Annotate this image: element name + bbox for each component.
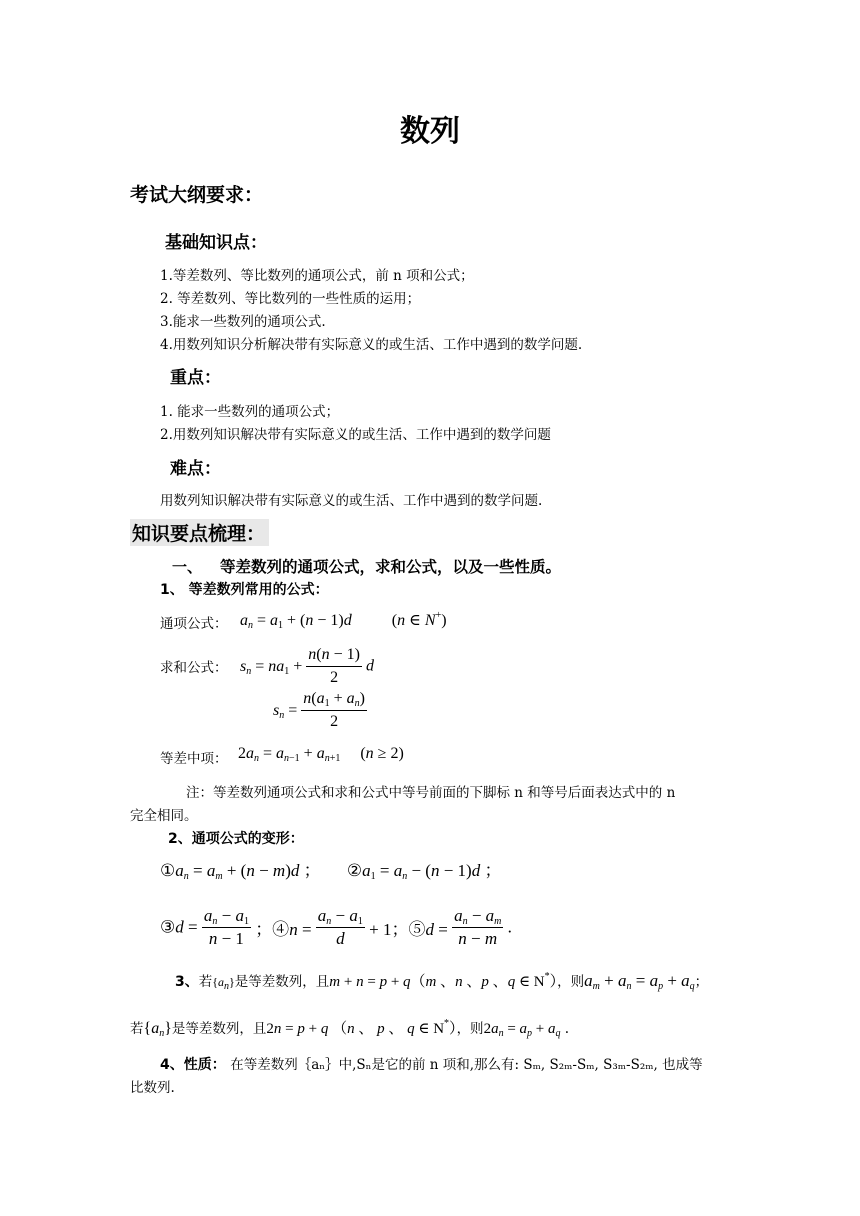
general-formula-label: 通项公式： xyxy=(160,616,228,632)
sum-formula-2: $s_n$ = $\frac{n(a_1 + a_n)}{2}$ xyxy=(273,690,365,730)
key-points-heading: 重点： xyxy=(170,368,221,388)
sum-formula-label: 求和公式： xyxy=(160,660,228,676)
basics-heading: 基础知识点： xyxy=(165,233,267,253)
sub4-text-1: 在等差数列｛aₙ｝中,Sₙ是它的前 n 项和,那么有: Sₘ, S₂ₘ-Sₘ, S₃ₘ-S₂ₘ, 也成等 xyxy=(230,1057,703,1073)
note-line-1: 注：等差数列通项公式和求和公式中等号前面的下脚标 n 和等号后面表达式中的 n xyxy=(186,785,676,801)
sub1-heading: 1、 等差数列常用的公式： xyxy=(160,582,329,598)
sub3-text-a: 若 xyxy=(198,974,213,990)
line4-text-b: 是等差数列，且 xyxy=(171,1021,267,1037)
sub4-heading: 4、性质： xyxy=(160,1057,226,1073)
variation-formulas-3-5: ③d = $\frac{a_n - a_1}{n - 1}$ ；④n = $\frac{a_n - a_1}{d}$ + 1；⑤d = $\frac{a_n - a_m}{n - m}$ . xyxy=(160,906,512,948)
basics-item-4: 4.用数列知识分析解决带有实际意义的或生活、工作中遇到的数学问题. xyxy=(160,337,583,353)
sub3-text-b: 是等差数列，且 xyxy=(234,974,330,990)
difficulties-heading: 难点： xyxy=(170,459,221,479)
sub3-text-c: ，则 xyxy=(557,974,585,990)
line4: 若$\{a_n\}$是等差数列，且2n = p + q （n 、 p 、 q ∈ N*），则$2a_n = a_p + a_q$ . xyxy=(130,1018,570,1039)
variation-formulas-1-2: $①a_n = a_m + (n - m)d$ ； $②a_1 = a_n - (n - 1)d$ ； xyxy=(160,861,502,882)
sub4-line-1 xyxy=(160,1053,703,1074)
sub4-line-2: 比数列. xyxy=(130,1080,175,1096)
line4-text-c: ，则 xyxy=(456,1021,484,1037)
sum-formula-1: $s_n = na_1$ + $\frac{n(n - 1)}{2}$ d xyxy=(240,646,374,686)
section1-number: 一、 xyxy=(172,558,203,576)
summary-heading: 知识要点梳理： xyxy=(130,519,269,546)
basics-item-2: 2. 等差数列、等比数列的一些性质的运用； xyxy=(160,291,421,307)
middle-term-label: 等差中项： xyxy=(160,751,228,767)
middle-term-formula: $2a_n = a_{n-1} + a_{n+1}$ (n ≥ 2) xyxy=(238,745,404,764)
basics-item-1: 1.等差数列、等比数列的通项公式，前 n 项和公式； xyxy=(160,268,474,284)
key-point-1: 1. 能求一些数列的通项公式； xyxy=(160,404,340,420)
note-line-2: 完全相同。 xyxy=(130,808,198,824)
section1-title: 等差数列的通项公式，求和公式，以及一些性质。 xyxy=(220,558,562,576)
line4-text-a: 若 xyxy=(130,1021,144,1037)
difficulties-text: 用数列知识解决带有实际意义的或生活、工作中遇到的数学问题. xyxy=(160,493,543,509)
general-formula: $a_n = a_1 + (n - 1)d$ (n ∈ N+) xyxy=(240,610,447,631)
basics-item-3: 3.能求一些数列的通项公式. xyxy=(160,314,326,330)
sub3-number: 3、 xyxy=(175,974,199,990)
page-title: 数列 xyxy=(400,114,460,149)
exam-outline-heading: 考试大纲要求： xyxy=(130,184,264,206)
key-point-2: 2.用数列知识解决带有实际意义的或生活、工作中遇到的数学问题 xyxy=(160,427,551,443)
sub2-heading: 2、通项公式的变形： xyxy=(168,831,304,847)
sub3-line: 3、若$\{a_n\}$是等差数列，且m + n = p + q（m 、n 、p 、q ∈ N*），则$a_m + a_n = a_p + a_q$； xyxy=(175,971,709,992)
